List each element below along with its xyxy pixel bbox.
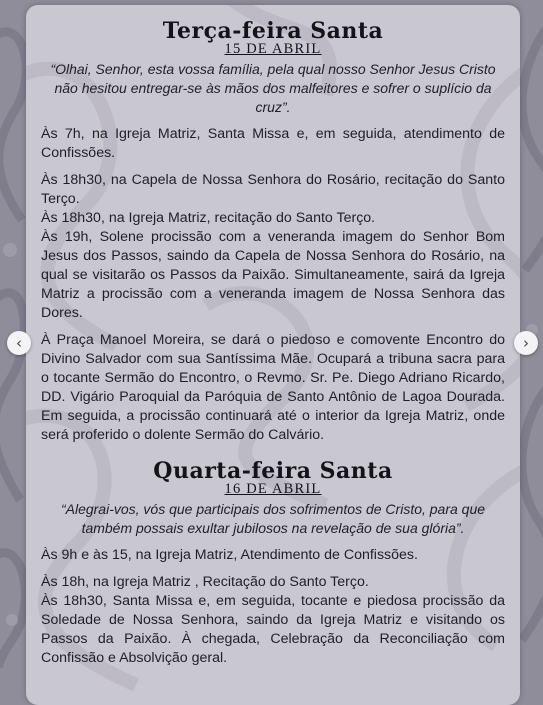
schedule-paragraph: Às 7h, na Igreja Matriz, Santa Missa e, em seguida, atendimento de Confissões. — [41, 126, 505, 161]
schedule-paragraph: Às 19h, Solene procissão com a veneranda imagem do Senhor Bom Jesus dos Passos, saindo da Capela de Nossa Senhora do Rosário, na qual se visitarão os Passos da Paixão. Simultaneamente, sairá da Igreja Matriz a procissão com a veneranda imagem de Nossa Senhora das Dores. — [41, 229, 505, 321]
section-quote: “Olhai, Senhor, esta vossa família, pela qual nosso Senhor Jesus Cristo não hesitou entregar-se às mãos dos malfeitores e sofrer o suplício da cruz”. — [50, 61, 496, 115]
chevron-right-icon: › — [523, 333, 529, 352]
schedule-paragraph: Às 18h, na Igreja Matriz , Recitação do Santo Terço. — [41, 574, 369, 590]
schedule-paragraph: Às 18h30, na Igreja Matriz, recitação do Santo Terço. — [41, 210, 376, 226]
section-title: Terça-feira Santa — [162, 18, 384, 44]
schedule-card — [26, 5, 520, 705]
section-date: 16 DE ABRIL — [224, 481, 322, 497]
schedule-content — [41, 19, 505, 668]
chevron-left-icon: ‹ — [16, 333, 22, 352]
schedule-paragraph: Às 18h30, na Capela de Nossa Senhora do Rosário, recitação do Santo Terço. — [41, 172, 505, 207]
schedule-paragraph: Às 18h30, Santa Missa e, em seguida, tocante e piedosa procissão da Soledade de Nossa Senhora, saindo da Igreja Matriz e visitando os Passos da Paixão. À chegada, Celebração da Reconciliação com Confissão e Absolvição geral. — [41, 593, 505, 666]
section-title: Quarta-feira Santa — [153, 458, 393, 484]
next-image-button[interactable] — [514, 331, 538, 355]
section-terca — [41, 19, 505, 445]
schedule-paragraph: À Praça Manoel Moreira, se dará o piedoso e comovente Encontro do Divino Salvador com sua Santíssima Mãe. Ocupará a tribuna sacra para o tocante Sermão do Encontro, o Revmo. Sr. Pe. Diego Adriano Ricardo, DD. Vigário Paroquial da Paróquia de Santo Antônio de Lagoa Dourada. Em seguida, a procissão continuará até o interior da Igreja Matriz, onde será proferido o dolente Sermão do Calvário. — [41, 332, 505, 443]
section-quarta — [41, 459, 505, 668]
schedule-paragraph: Às 9h e às 15, na Igreja Matriz, Atendimento de Confissões. — [41, 547, 418, 563]
section-quote: “Alegrai-vos, vós que participais dos sofrimentos de Cristo, para que também possais exultar jubilosos na revelação de sua glória”. — [60, 501, 486, 536]
section-date: 15 DE ABRIL — [224, 41, 322, 57]
previous-image-button[interactable] — [7, 331, 31, 355]
